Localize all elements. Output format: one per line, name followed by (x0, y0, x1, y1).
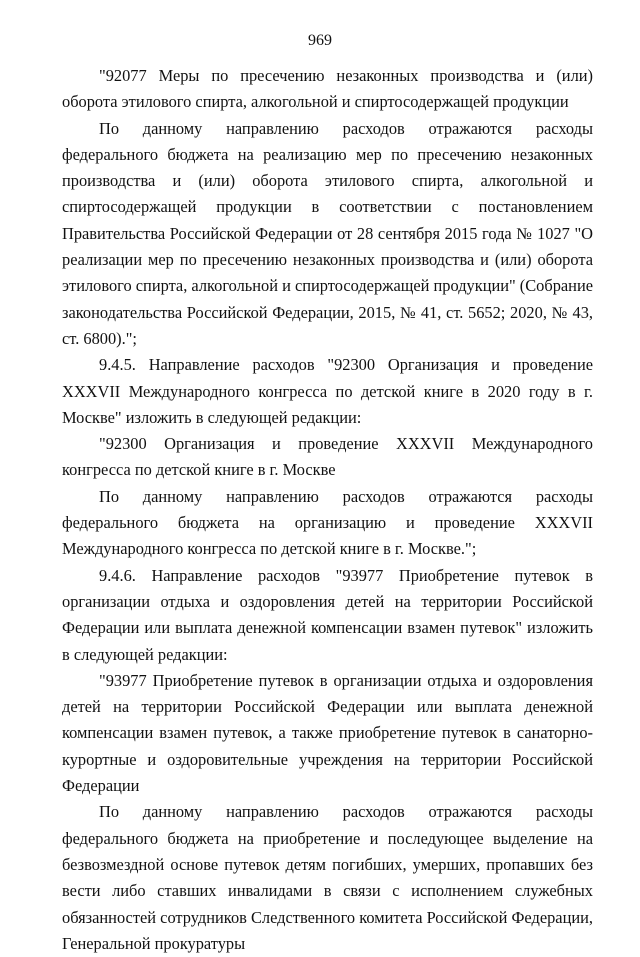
paragraph-93977-heading: "93977 Приобретение путевок в организации отдыха и оздоровления детей на территории Российской Федерации или выплата денежной компенсации взамен путевок, а также приобретение путевок в санаторно-курортные и оздоровительные учреждения на территории Российской Федерации (62, 670, 593, 796)
paragraph-92300-heading: "92300 Организация и проведение XXXVII Международного конгресса по детской книге в г. Москве (62, 434, 593, 480)
paragraph-93977-description: По данному направлению расходов отражаются расходы федерального бюджета на приобретение и последующее выделение на безвозмездной основе путевок детям погибших, умерших, пропавших без вести либо ставших инвалидами в связи с исполнением служебных обязанностей сотрудников Следственного комитета Российской Федерации, Генеральной прокуратуры (62, 802, 593, 953)
paragraph-92300-description: По данному направлению расходов отражаются расходы федерального бюджета на организацию и проведение XXXVII Международного конгресса по детской книге в г. Москве."; (62, 486, 593, 559)
paragraph-9-4-6: 9.4.6. Направление расходов "93977 Приобретение путевок в организации отдыха и оздоровления детей на территории Российской Федерации или выплата денежной компенсации взамен путевок" изложить в следующей редакции: (62, 565, 593, 664)
page-number: 969 (308, 32, 332, 49)
paragraph-92077-heading: "92077 Меры по пресечению незаконных производства и (или) оборота этилового спирта, алкогольной и спиртосодержащей продукции (62, 66, 593, 112)
document-body (62, 63, 593, 957)
paragraph-92077-description: По данному направлению расходов отражаются расходы федерального бюджета на реализацию мер по пресечению незаконных производства и (или) оборота этилового спирта, алкогольной и спиртосодержащей продукции в соответствии с постановлением Правительства Российской Федерации от 28 сентября 2015 года № 1027 "О реализации мер по пресечению незаконных производства и (или) оборота этилового спирта, алкогольной и спиртосодержащей продукции" (Собрание законодательства Российской Федерации, 2015, № 41, ст. 5652; 2020, № 43, ст. 6800)."; (62, 118, 594, 348)
paragraph-9-4-5: 9.4.5. Направление расходов "92300 Организация и проведение XXXVII Международного конгресса по детской книге в 2020 году в г. Москве" изложить в следующей редакции: (62, 355, 593, 427)
